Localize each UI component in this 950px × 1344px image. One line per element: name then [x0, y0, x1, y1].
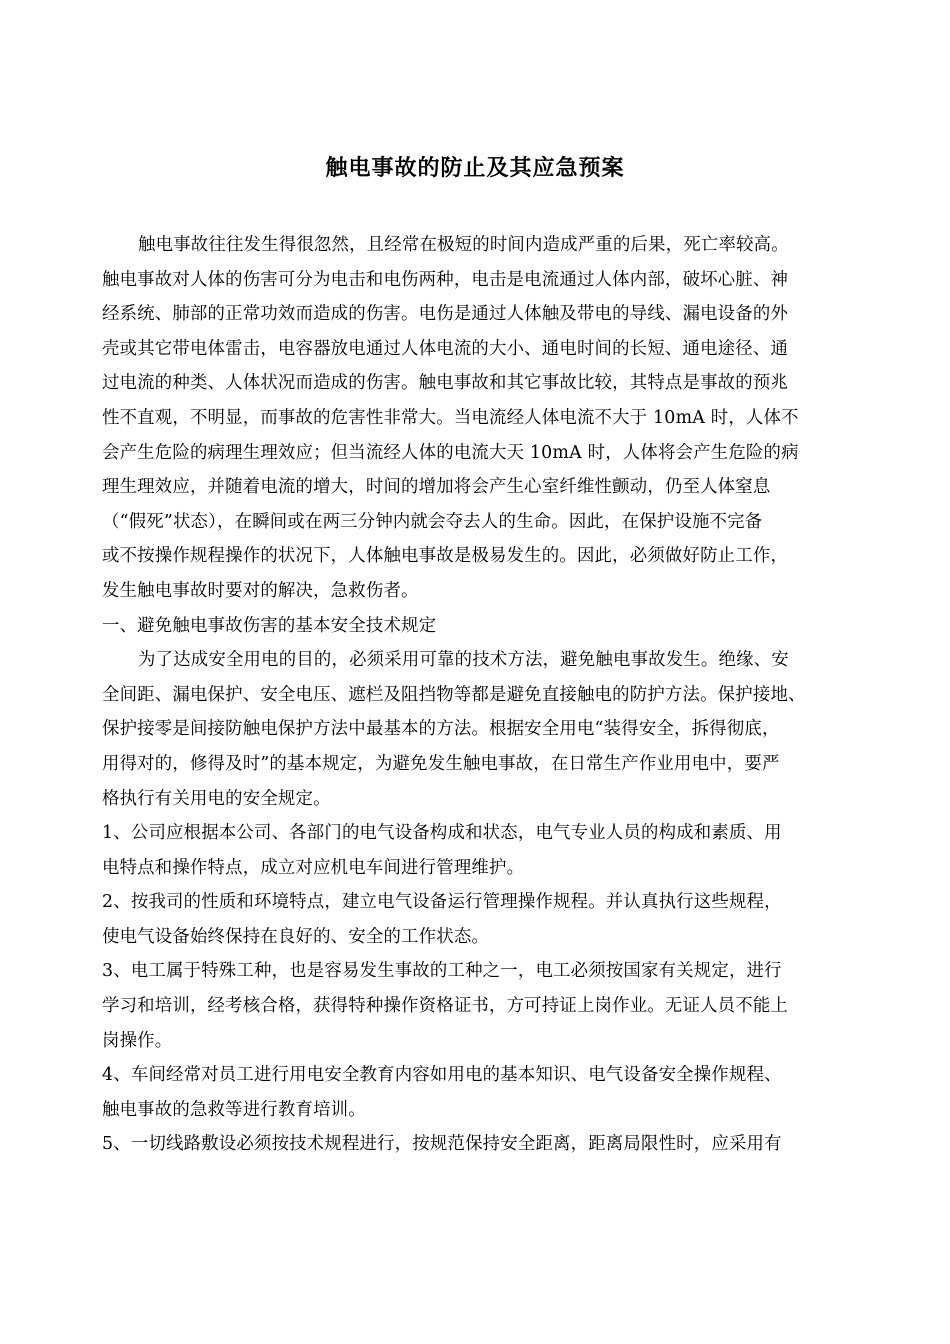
paragraph-line: 用得对的，修得及时”的基本规定，为避免发生触电事故，在日常生产作业用电中，要严 [102, 753, 780, 774]
list-item-line: 使电气设备始终保持在良好的、安全的工作状态。 [102, 926, 489, 947]
list-item-line: 触电事故的急救等进行教育培训。 [102, 1099, 366, 1120]
paragraph-line: 会产生危险的病理生理效应；但当流经人体的电流大天 10mA 时，人体将会产生危险的病 [102, 442, 799, 463]
section-heading: 一、避免触电事故伤害的基本安全技术规定 [102, 615, 437, 636]
paragraph-line: 过电流的种类、人体状况而造成的伤害。触电事故和其它事故比较，其特点是事故的预兆 [102, 373, 789, 394]
paragraph-line: 发生触电事故时要对的解决，急救伤者。 [102, 580, 419, 601]
paragraph-line: 性不直观，不明显，而事故的危害性非常大。当电流经人体电流不大于 10mA 时，人体不 [102, 407, 799, 428]
list-item-line: 5、一切线路敷设必须按技术规程进行，按规范保持安全距离，距离局限性时，应采用有 [102, 1134, 782, 1155]
paragraph-line: 触电事故往往发生得很忽然，且经常在极短的时间内造成严重的后果，死亡率较高。 [138, 235, 789, 255]
paragraph-line: 为了达成安全用电的目的，必须采用可靠的技术方法，避免触电事故发生。绝缘、安 [138, 650, 789, 671]
list-item-line: 电特点和操作特点，成立对应机电车间进行管理维护。 [102, 857, 525, 878]
list-item-line: 1、公司应根据本公司、各部门的电气设备构成和状态，电气专业人员的构成和素质、用 [102, 823, 782, 844]
paragraph-line: （“假死”状态），在瞬间或在两三分钟内就会夺去人的生命。因此，在保护设施不完备 [102, 511, 763, 532]
list-item-line: 岗操作。 [102, 1030, 173, 1051]
paragraph-line: 格执行有关用电的安全规定。 [102, 788, 331, 809]
list-item-line: 4、车间经常对员工进行用电安全教育内容如用电的基本知识、电气设备安全操作规程、 [102, 1065, 782, 1086]
list-item-line: 学习和培训，经考核合格，获得特种操作资格证书，方可持证上岗作业。无证人员不能上 [102, 996, 789, 1017]
paragraph-line: 理生理效应，并随着电流的增大，时间的增加将会产生心室纤维性颤动，仍至人体窒息 [102, 477, 771, 498]
paragraph-line: 触电事故对人体的伤害可分为电击和电伤两种，电击是电流通过人体内部，破坏心脏、神 [102, 269, 789, 290]
list-item-line: 3、电工属于特殊工种，也是容易发生事故的工种之一，电工必须按国家有关规定，进行 [102, 961, 782, 982]
document-body [102, 228, 862, 1162]
list-item-line: 2、按我司的性质和环境特点，建立电气设备运行管理操作规程。并认真执行这些规程， [102, 892, 782, 913]
paragraph-line: 保护接零是间接防触电保护方法中最基本的方法。根据安全用电“装得安全，拆得彻底， [102, 719, 780, 740]
document-title: 触电事故的防止及其应急预案 [325, 156, 625, 181]
paragraph-line: 经系统、肺部的正常功效而造成的伤害。电伤是通过人体触及带电的导线、漏电设备的外 [102, 304, 789, 325]
paragraph-line: 全间距、漏电保护、安全电压、遮栏及阻挡物等都是避免直接触电的防护方法。保护接地、 [102, 684, 806, 705]
paragraph-line: 或不按操作规程操作的状况下，人体触电事故是极易发生的。因此，必须做好防止工作， [102, 546, 789, 567]
paragraph-line: 壳或其它带电体雷击，电容器放电通过人体电流的大小、通电时间的长短、通电途径、通 [102, 338, 789, 359]
